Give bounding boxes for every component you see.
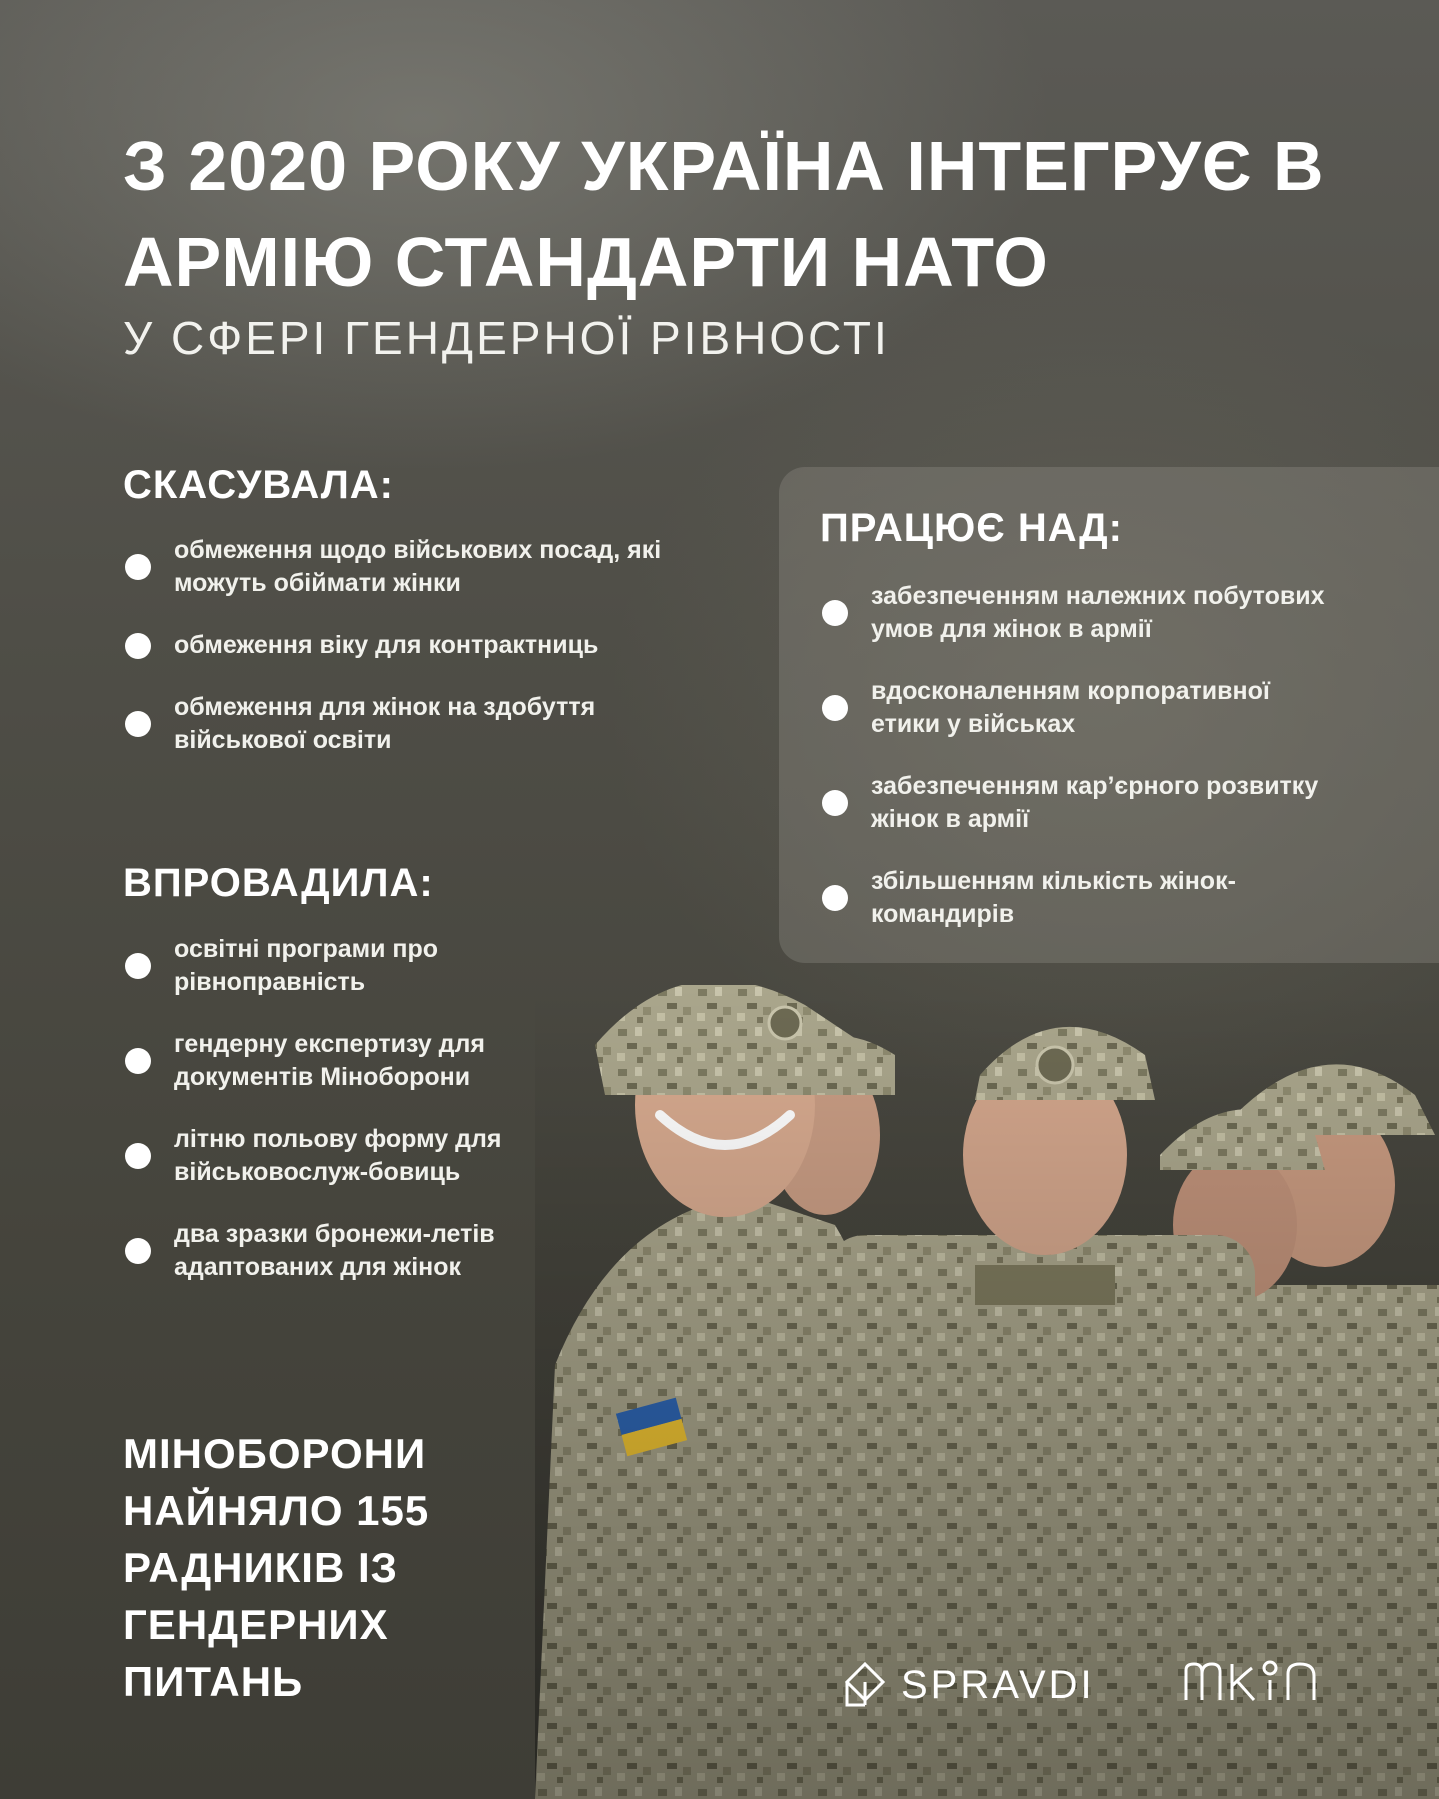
page-subtitle: У СФЕРІ ГЕНДЕРНОЇ РІВНОСТІ — [123, 312, 890, 364]
working-on-heading: ПРАЦЮЄ НАД: — [820, 506, 1123, 550]
list-item — [123, 1123, 563, 1189]
list-item-text: два зразки бронежи-летів адаптованих для жінок — [174, 1220, 495, 1281]
spravdi-wordmark: SPRAVDI — [901, 1662, 1095, 1707]
list-item — [820, 675, 1340, 741]
bullet-icon — [125, 953, 151, 979]
list-item-text: обмеження для жінок на здобуття військової освіти — [174, 693, 596, 754]
list-item — [123, 1218, 563, 1284]
list-item — [820, 865, 1340, 931]
working-on-list — [820, 580, 1340, 960]
list-item — [123, 933, 563, 999]
list-item — [123, 1028, 563, 1094]
list-item-text: забезпеченням належних побутових умов для жінок в армії — [871, 582, 1325, 643]
list-item-text: гендерну експертизу для документів Міноборони — [174, 1030, 485, 1091]
mkip-logo — [1180, 1658, 1325, 1708]
bullet-icon — [125, 1238, 151, 1264]
introduced-list — [123, 933, 563, 1313]
list-item-text: освітні програми про рівноправність — [174, 935, 439, 996]
list-item-text: обмеження віку для контрактниць — [174, 631, 599, 659]
list-item — [123, 691, 683, 757]
introduced-heading: ВПРОВАДИЛА: — [123, 861, 434, 905]
bullet-icon — [822, 790, 848, 816]
list-item — [123, 629, 683, 662]
list-item-text: обмеження щодо військових посад, які можуть обіймати жінки — [174, 536, 662, 597]
cancelled-list — [123, 534, 683, 786]
bullet-icon — [822, 695, 848, 721]
bullet-icon — [125, 633, 151, 659]
bullet-icon — [125, 711, 151, 737]
list-item — [820, 770, 1340, 836]
bullet-icon — [822, 600, 848, 626]
spravdi-logo — [843, 1660, 1095, 1710]
list-item-text: забезпеченням кар’єрного розвитку жінок в армії — [871, 772, 1319, 833]
cancelled-heading: СКАСУВАЛА: — [123, 463, 394, 507]
list-item — [820, 580, 1340, 646]
spravdi-logo-icon — [843, 1661, 887, 1709]
list-item-text: вдосконаленням корпоративної етики у військах — [871, 677, 1270, 738]
bullet-icon — [125, 1143, 151, 1169]
bullet-icon — [125, 554, 151, 580]
advisors-stat: МІНОБОРОНИ НАЙНЯЛО 155 РАДНИКІВ ІЗ ГЕНДЕРНИХ ПИТАНЬ — [123, 1430, 430, 1705]
list-item-text: літню польову форму для військовослуж-бовиць — [174, 1125, 502, 1186]
page-title: З 2020 РОКУ УКРАЇНА ІНТЕГРУЄ В АРМІЮ СТАНДАРТИ НАТО — [123, 127, 1325, 301]
bullet-icon — [125, 1048, 151, 1074]
list-item-text: збільшенням кількість жінок-командирів — [871, 867, 1236, 928]
bullet-icon — [822, 885, 848, 911]
list-item — [123, 534, 683, 600]
